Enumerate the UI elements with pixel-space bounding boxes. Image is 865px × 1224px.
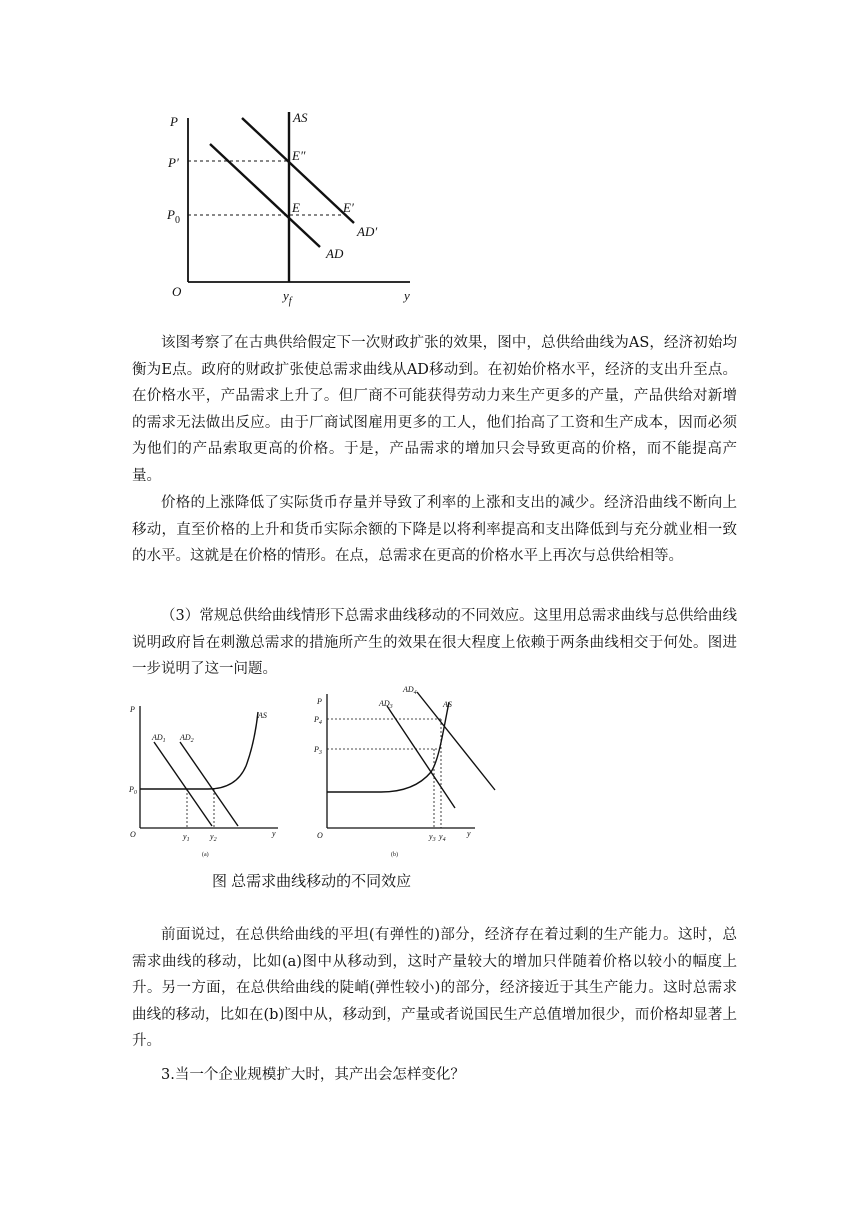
figure-ad-shift-a xyxy=(128,700,288,865)
p4-label: $P_4$ xyxy=(314,715,322,726)
y1-label: $y_1$ xyxy=(183,832,190,843)
y2-label: $y_2$ xyxy=(210,832,217,843)
ad1-line xyxy=(154,742,212,826)
y-axis-label: y xyxy=(404,288,410,303)
origin-label: O xyxy=(130,830,136,839)
e-label: E xyxy=(292,200,300,215)
p3-label: $P_3$ xyxy=(314,745,322,756)
paragraph-4: 前面说过，在总供给曲线的平坦(有弹性的)部分，经济存在着过剩的生产能力。这时，总需求曲线的移动，比如(a)图中从移动到，这时产量较大的增加只伴随着价格以较小的幅度上升。另一方面，在总供给曲线的陡峭(弹性较小)的部分，经济接近于其生产能力。这时总需求曲线的移动，比如在(b)图中从，移动到，产量或者说国民生产总值增加很少，而价格却显著上升。 xyxy=(132,927,737,1049)
origin-label: O xyxy=(317,831,323,840)
figure-ad-shift-b xyxy=(305,682,505,865)
paragraph-3: （3）常规总供给曲线情形下总需求曲线移动的不同效应。这里用总需求曲线与总供给曲线说明政府旨在刺激总需求的措施所产生的效果在很大程度上依赖于两条曲线相交于何处。图进一步说明了这一问题。 xyxy=(132,608,737,677)
as-label: AS xyxy=(258,711,267,720)
y4-label: $y_4$ xyxy=(439,832,446,843)
p0-label: $P_0$ xyxy=(167,207,180,226)
paragraph-5: 3.当一个企业规模扩大时，其产出会怎样变化？ xyxy=(161,1067,465,1083)
yf-label: $y_f$ xyxy=(283,288,292,307)
as-label: AS xyxy=(293,110,308,125)
paragraph-2: 价格的上涨降低了实际货币存量并导致了利率的上涨和支出的减少。经济沿曲线不断向上移动，直至价格的上升和货币实际余额的下降是以将利率提高和支出降低到与充分就业相一致的水平。这就是在价格的情形。在点，总需求在更高的价格水平上再次与总供给相等。 xyxy=(132,495,737,564)
ad2-label: $AD_2$ xyxy=(180,733,194,744)
ad-label: AD xyxy=(326,246,344,261)
ad3-label: $AD_3$ xyxy=(379,699,393,710)
x-axis-label: y xyxy=(272,829,276,838)
p-axis-label: P xyxy=(130,705,135,714)
as-curve xyxy=(140,712,258,789)
e-double-prime-label: E″ xyxy=(292,148,306,163)
e-prime-label: E′ xyxy=(343,200,354,215)
panel-a-label: (a) xyxy=(202,852,209,858)
y3-label: $y_3$ xyxy=(429,832,436,843)
as-label: AS xyxy=(443,700,452,709)
figure-classical-supply xyxy=(150,100,430,315)
paragraph-1: 该图考察了在古典供给假定下一次财政扩张的效果，图中，总供给曲线为AS，经济初始均衡为E点。政府的财政扩张使总需求曲线从AD移动到。在初始价格水平，经济的支出升至点。在价格水平，产品需求上升了。但厂商不可能获得劳动力来生产更多的产量，产品供给对新增的需求无法做出反应。由于厂商试图雇用更多的工人，他们抬高了工资和生产成本，因而必须为他们的产品索取更高的价格。于是，产品需求的增加只会导致更高的价格，而不能提高产量。 xyxy=(132,335,737,484)
origin-label: O xyxy=(172,284,182,299)
panel-b-label: (b) xyxy=(391,852,398,858)
ad-prime-label: AD′ xyxy=(357,224,378,239)
p-prime-label: P′ xyxy=(168,155,179,170)
x-axis-label: y xyxy=(467,829,471,838)
figure-caption: 图 总需求曲线移动的不同效应 xyxy=(212,873,412,890)
ad4-label: $AD_4$ xyxy=(403,685,417,696)
p-axis-label: P xyxy=(170,114,178,129)
p0-label: $P_0$ xyxy=(129,785,137,796)
p-axis-label: P xyxy=(317,697,322,706)
as-curve xyxy=(327,702,449,792)
ad1-label: $AD_1$ xyxy=(152,733,166,744)
